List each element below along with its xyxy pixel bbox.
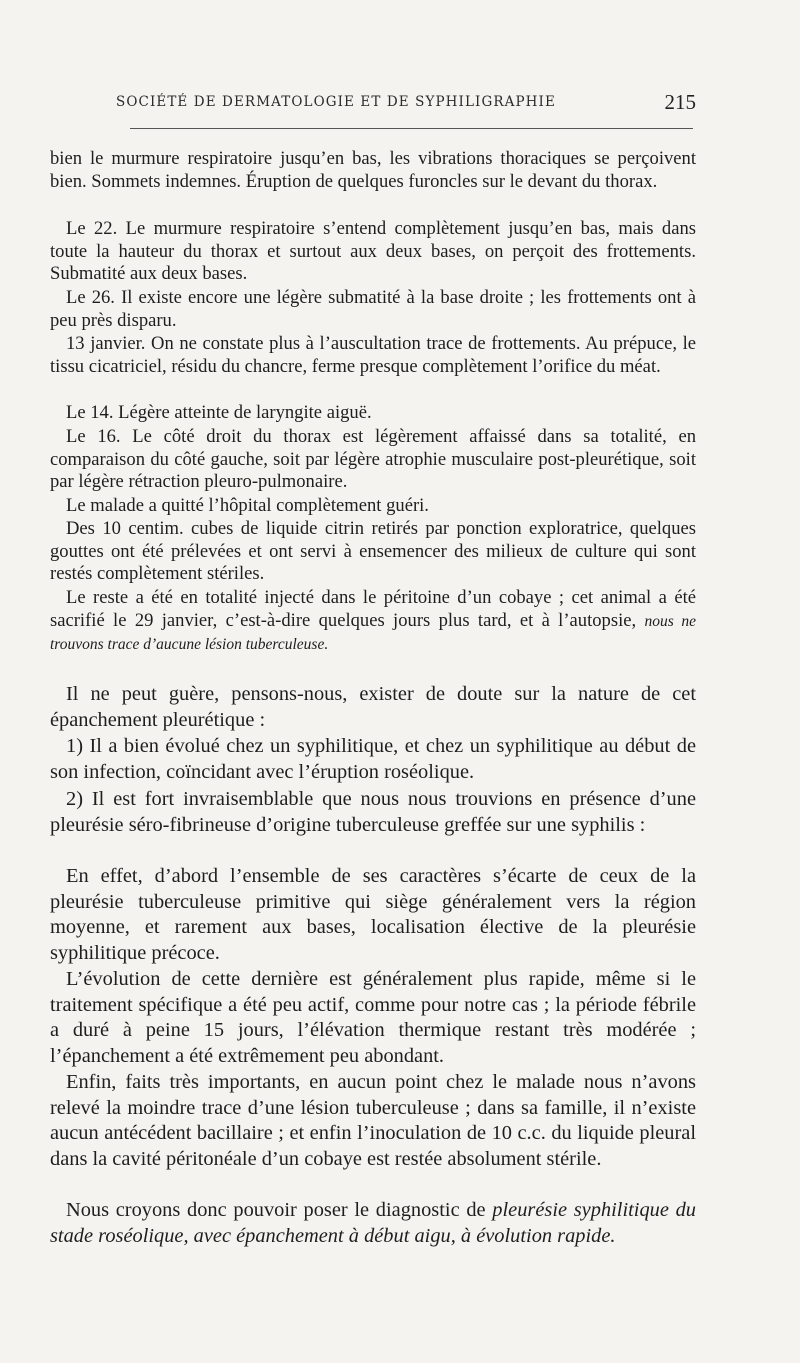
discussion-paragraph-3: Enfin, faits très importants, en aucun point chez le malade nous n’avons relevé la moindre trace d’une lésion tuberculeuse ; dans sa famille, il n’existe aucun antécédent bacillaire ; et enfin l’inoculation de 10 c.c. du liquide pleural dans la cavité péritonéale d’un cobaye est restée absolument stérile. — [50, 1071, 696, 1170]
discussion-point-2: 2) Il est fort invraisemblable que nous nous trouvions en présence d’une pleurésie séro-fibrineuse d’origine tuberculeuse greffée sur une syphilis : — [50, 788, 696, 836]
case-note-5: Le 14. Légère atteinte de laryngite aiguë. — [66, 402, 372, 423]
case-note-7: Le malade a quitté l’hôpital complètement guéri. — [66, 495, 429, 516]
autopsy-text: Le reste a été en totalité injecté dans le péritoine d’un cobaye ; cet animal a été sacrifié le 29 janvier, c’est-à-dire quelques jours plus tard, et à l’autopsie, — [50, 587, 696, 631]
discussion-paragraph-1: En effet, d’abord l’ensemble de ses caractères s’écarte de ceux de la pleurésie tuberculeuse primitive qui siège généralement vers la région moyenne, et rarement aux bases, localisation élective de la pleurésie syphilitique précoce. — [50, 865, 696, 964]
header-rule — [130, 128, 693, 129]
case-note-1: bien le murmure respiratoire jusqu’en bas, les vibrations thoraciques se perçoivent bien. Sommets indemnes. Éruption de quelques furoncles sur le devant du thorax. — [50, 148, 696, 192]
diagnosis-italic: pleurésie syphilitique du stade roséolique, avec épanchement à début aigu, à évolution rapide. — [50, 1199, 696, 1247]
case-note-4: 13 janvier. On ne constate plus à l’auscultation trace de frottements. Au prépuce, le tissu cicatriciel, résidu du chancre, ferme presque complètement l’orifice du méat. — [50, 333, 696, 377]
discussion-point-1: 1) Il a bien évolué chez un syphilitique, et chez un syphilitique au début de son infection, coïncidant avec l’éruption roséolique. — [50, 735, 696, 783]
discussion-intro: Il ne peut guère, pensons-nous, exister de doute sur la nature de cet épanchement pleurétique : — [50, 683, 696, 731]
case-note-2: Le 22. Le murmure respiratoire s’entend complètement jusqu’en bas, mais dans toute la hauteur du thorax et surtout aux deux bases, on perçoit des frottements. Submatité aux deux bases. — [50, 218, 696, 285]
running-title: SOCIÉTÉ DE DERMATOLOGIE ET DE SYPHILIGRAPHIE — [116, 94, 556, 110]
case-note-8: Des 10 centim. cubes de liquide citrin retirés par ponction exploratrice, quelques gouttes ont été prélevées et ont servi à ensemencer des milieux de culture qui sont restés complètement stériles. — [50, 518, 696, 585]
page-number: 215 — [664, 90, 696, 114]
autopsy-finding: nous ne trouvons trace d’aucune lésion tuberculeuse. — [50, 612, 696, 654]
conclusion-paragraph — [50, 1198, 696, 1249]
conclusion-text: Nous croyons donc pouvoir poser le diagnostic de — [66, 1199, 493, 1221]
autopsy-paragraph — [50, 587, 696, 657]
case-note-3: Le 26. Il existe encore une légère submatité à la base droite ; les frottements ont à peu près disparu. — [50, 287, 696, 331]
running-header — [116, 92, 696, 118]
case-note-6: Le 16. Le côté droit du thorax est légèrement affaissé dans sa totalité, en comparaison du côté gauche, soit par légère atrophie musculaire post-pleurétique, soit par légère rétraction pleuro-pulmonaire. — [50, 426, 696, 493]
discussion-paragraph-2: L’évolution de cette dernière est généralement plus rapide, même si le traitement spécifique a été peu actif, comme pour notre cas ; la période fébrile a duré à peine 15 jours, l’élévation thermique restant très modérée ; l’épanchement a été extrêmement peu abondant. — [50, 968, 696, 1067]
